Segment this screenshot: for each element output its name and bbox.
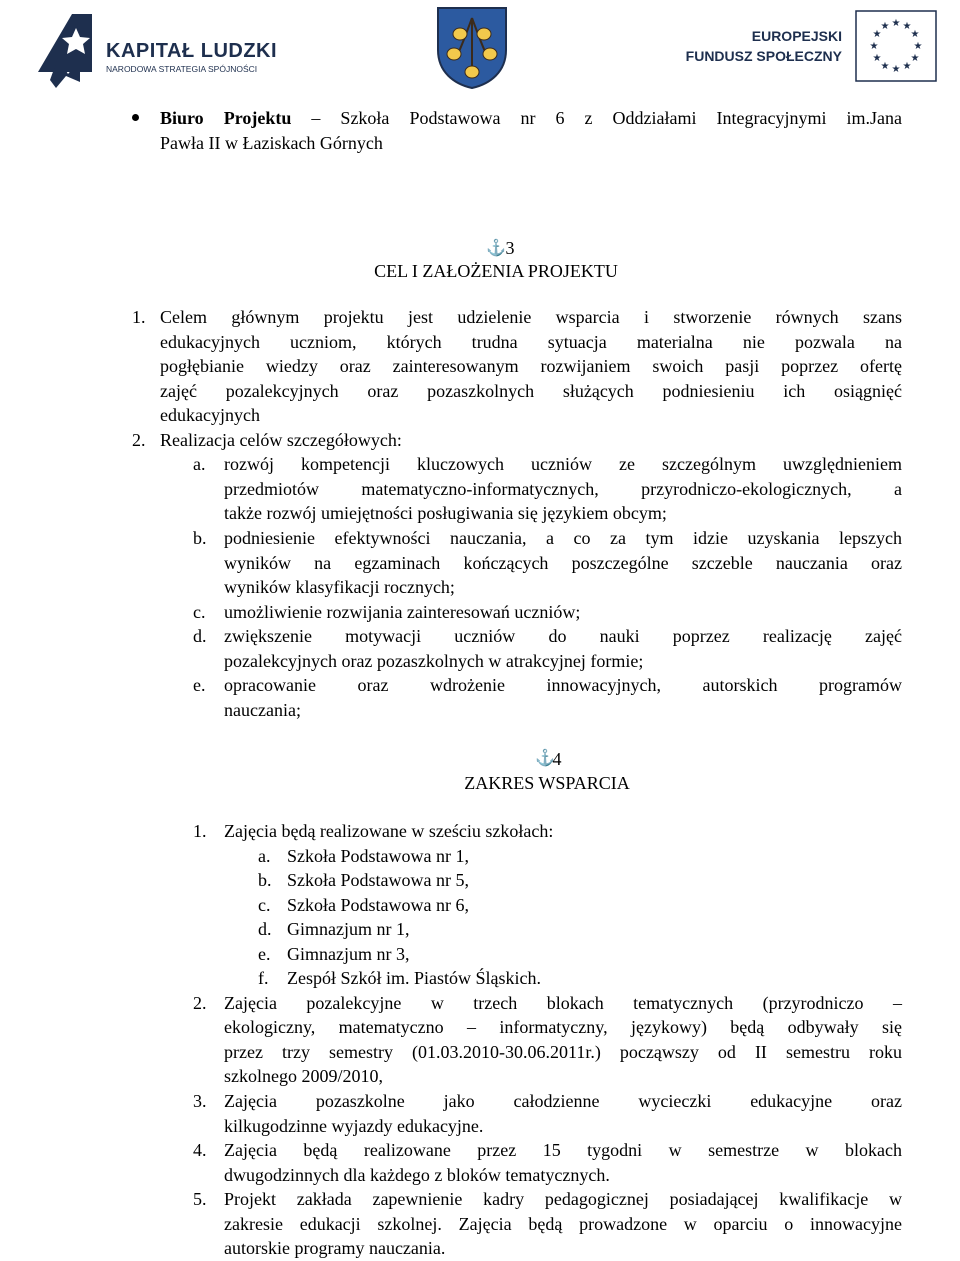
scope-4-marker: 4.: [193, 1140, 207, 1160]
sub-a-line-2: przedmiotów matematyczno-informatycznych, przyrodniczo-ekologicznych, a: [224, 479, 902, 499]
school-e-marker: e.: [258, 944, 271, 964]
svg-text:★: ★: [869, 41, 879, 52]
eu-flag-icon: [855, 10, 937, 82]
scope-4-line-2: dwugodzinnych dla każdego z bloków tematycznych.: [224, 1165, 610, 1185]
scope-5-marker: 5.: [193, 1189, 207, 1209]
scope-4-line-1: Zajęcia będą realizowane przez 15 tygodni w semestrze w blokach: [224, 1140, 902, 1160]
document-header: [0, 0, 960, 95]
school-d-marker: d.: [258, 919, 272, 939]
svg-text:★: ★: [891, 64, 901, 75]
sub-b-line-2: wyników na egzaminach kończących poszczególne szczeble nauczania oraz: [224, 553, 902, 573]
svg-text:★: ★: [872, 53, 882, 64]
goal-1-line-4: zajęć pozalekcyjnych oraz pozaszkolnych służących podniesieniu ich osiągnięć: [160, 381, 902, 401]
biuro-line-1: [160, 106, 902, 131]
goal-1-line-2: edukacyjnych uczniom, których trudna sytuacja materialna nie pozwala na: [160, 332, 902, 352]
efs-logo-text: [686, 26, 842, 66]
svg-text:★: ★: [910, 29, 920, 40]
scope-2-marker: 2.: [193, 993, 207, 1013]
anchor-icon: ⚓: [486, 240, 506, 257]
biuro-line-1-rest: – Szkoła Podstawowa nr 6 z Oddziałami Integracyjnymi im.Jana: [311, 108, 903, 128]
svg-text:★: ★: [902, 61, 912, 72]
svg-text:★: ★: [872, 29, 882, 40]
svg-text:★: ★: [902, 21, 912, 32]
goal-2-text: Realizacja celów szczegółowych:: [160, 430, 402, 450]
efs-line-2: FUNDUSZ SPOŁECZNY: [685, 48, 842, 64]
section-3-number: 3: [505, 238, 515, 258]
section-4-title: ZAKRES WSPARCIA: [464, 773, 630, 793]
sub-d-marker: d.: [193, 626, 207, 646]
sub-b-line-3: wyników klasyfikacji rocznych;: [224, 577, 455, 597]
school-f-marker: f.: [258, 968, 269, 988]
scope-3-marker: 3.: [193, 1091, 207, 1111]
sub-e-marker: e.: [193, 675, 206, 695]
scope-2-line-3: przez trzy semestry (01.03.2010-30.06.2011r.) począwszy od II semestru roku: [224, 1042, 902, 1062]
sub-c-marker: c.: [193, 602, 206, 622]
sub-a-line-1: rozwój kompetencji kluczowych uczniów ze szczególnym uwzględnieniem: [224, 454, 902, 474]
svg-text:★: ★: [880, 21, 890, 32]
svg-text:★: ★: [910, 53, 920, 64]
goal-1-line-3: pogłębianie wiedzy oraz zainteresowanym rozwijaniem swoich pasji poprzez ofertę: [160, 356, 902, 376]
school-d-text: Gimnazjum nr 1,: [287, 919, 410, 939]
scope-1-marker: 1.: [193, 821, 207, 841]
sub-c-line-1: umożliwienie rozwijania zainteresowań uczniów;: [224, 602, 581, 622]
scope-1-text: Zajęcia będą realizowane w sześciu szkołach:: [224, 821, 554, 841]
section-4-number: 4: [552, 749, 562, 769]
section-3-title: CEL I ZAŁOŻENIA PROJEKTU: [374, 261, 618, 281]
biuro-line-2: Pawła II w Łaziskach Górnych: [160, 133, 383, 153]
goal-1-marker: 1.: [132, 307, 146, 327]
sub-a-marker: a.: [193, 454, 206, 474]
sub-b-line-1: podniesienie efektywności nauczania, a co za tym idzie uzyskania lepszych: [224, 528, 902, 548]
kapital-ludzki-title: KAPITAŁ LUDZKI: [106, 40, 278, 62]
sub-b-marker: b.: [193, 528, 207, 548]
goal-1-line-1: Celem głównym projektu jest udzielenie wsparcia i stworzenie równych szans: [160, 307, 902, 327]
school-c-marker: c.: [258, 895, 271, 915]
scope-5-line-1: Projekt zakłada zapewnienie kadry pedagogicznej posiadającej kwalifikacje w: [224, 1189, 902, 1209]
scope-2-line-4: szkolnego 2009/2010,: [224, 1066, 383, 1086]
school-e-text: Gimnazjum nr 3,: [287, 944, 410, 964]
sub-d-line-1: zwiększenie motywacji uczniów do nauki poprzez realizację zajęć: [224, 626, 902, 646]
school-b-text: Szkoła Podstawowa nr 5,: [287, 870, 469, 890]
svg-text:★: ★: [880, 61, 890, 72]
school-b-marker: b.: [258, 870, 272, 890]
scope-3-line-2: kilkugodzinne wyjazdy edukacyjne.: [224, 1116, 484, 1136]
city-crest-icon: [434, 4, 510, 90]
svg-text:★: ★: [891, 18, 901, 29]
scope-5-line-2: zakresie edukacji szkolnej. Zajęcia będą prowadzone w oparciu o innowacyjne: [224, 1214, 902, 1234]
anchor-icon: ⚓: [535, 750, 555, 767]
sub-a-line-3: także rozwój umiejętności posługiwania się językiem obcym;: [224, 503, 667, 523]
goal-2-marker: 2.: [132, 430, 146, 450]
svg-text:★: ★: [913, 41, 923, 52]
sub-e-line-1: opracowanie oraz wdrożenie innowacyjnych, autorskich programów: [224, 675, 902, 695]
scope-3-line-1: Zajęcia pozaszkolne jako całodzienne wycieczki edukacyjne oraz: [224, 1091, 902, 1111]
scope-2-line-2: ekologiczny, matematyczno – informatyczny, językowy) będą odbywały się: [224, 1017, 902, 1037]
kapital-ludzki-subtitle: NARODOWA STRATEGIA SPÓJNOŚCI: [106, 64, 258, 74]
school-c-text: Szkoła Podstawowa nr 6,: [287, 895, 469, 915]
scope-2-line-1: Zajęcia pozalekcyjne w trzech blokach tematycznych (przyrodniczo –: [224, 993, 902, 1013]
sub-e-line-2: nauczania;: [224, 700, 301, 720]
school-a-text: Szkoła Podstawowa nr 1,: [287, 846, 469, 866]
school-a-marker: a.: [258, 846, 271, 866]
bullet-marker: [132, 114, 139, 121]
sub-d-line-2: pozalekcyjnych oraz pozaszkolnych w atrakcyjnej formie;: [224, 651, 644, 671]
biuro-label: Biuro Projektu: [160, 108, 292, 128]
goal-1-line-5: edukacyjnych: [160, 405, 260, 425]
scope-5-line-3: autorskie programy nauczania.: [224, 1238, 446, 1258]
school-f-text: Zespół Szkół im. Piastów Śląskich.: [287, 968, 541, 988]
efs-line-1: EUROPEJSKI: [751, 28, 842, 44]
